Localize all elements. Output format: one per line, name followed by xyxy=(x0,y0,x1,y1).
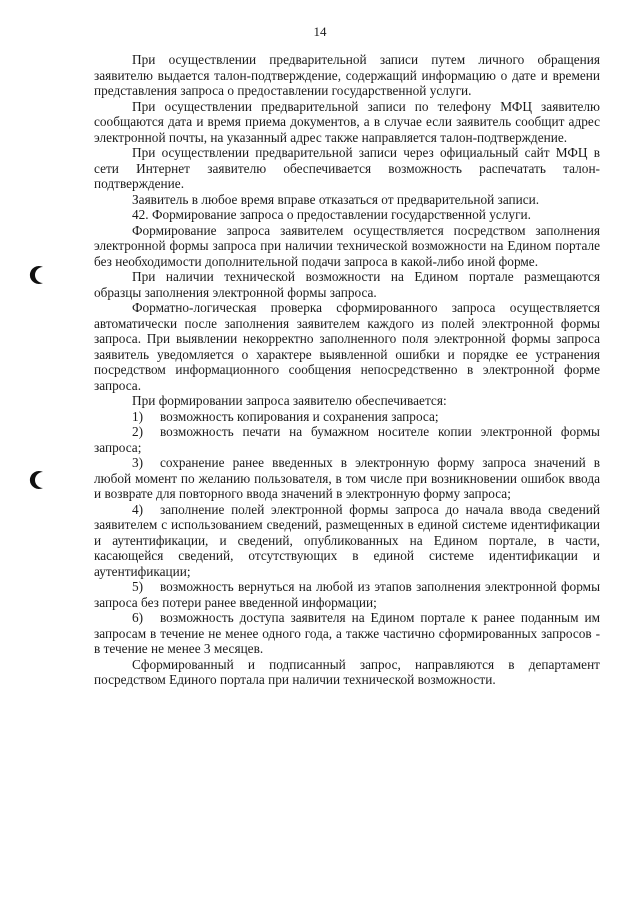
section-heading: 42. Формирование запроса о предоставлении государственной услуги. xyxy=(132,207,531,222)
list-item xyxy=(94,502,600,580)
list-item-text: возможность печати на бумажном носителе копии электронной формы запроса; xyxy=(94,424,600,455)
list-item-text: возможность доступа заявителя на Едином портале к ранее поданным им запросам в течение не менее одного года, а также частично сформированных запросов - в течение не менее 3 месяцев. xyxy=(94,610,600,656)
list-item-text: сохранение ранее введенных в электронную форму запроса значений в любой момент по желанию пользователя, в том числе при возникновении ошибок ввода и возврате для повторного ввода значений в электронную форму запроса; xyxy=(94,455,600,501)
paragraph: При осуществлении предварительной записи путем личного обращения заявителю выдается талон-подтверждение, содержащий информацию о дате и времени представления запроса о предоставлении государственной услуги. xyxy=(94,52,600,98)
list-item-text: возможность вернуться на любой из этапов заполнения электронной формы запроса без потери ранее введенной информации; xyxy=(94,579,600,610)
paragraph: При осуществлении предварительной записи по телефону МФЦ заявителю сообщаются дата и время приема документов, а в случае если заявитель сообщит адрес электронной почты, на указанный адрес также направляется талон-подтверждение. xyxy=(94,98,600,145)
binder-hole-mark-top xyxy=(28,263,52,287)
binder-hole-mark-bottom xyxy=(28,468,52,492)
list-item-number: 1) xyxy=(132,408,144,424)
paragraph: При наличии технической возможности на Едином портале размещаются образцы заполнения электронной формы запроса. xyxy=(94,269,600,300)
paragraph: Заявитель в любое время вправе отказаться от предварительной записи. xyxy=(132,191,540,207)
list-item-number: 2) xyxy=(132,424,144,439)
document-body xyxy=(94,52,600,688)
page-number: 14 xyxy=(313,24,327,39)
list-item xyxy=(94,409,600,425)
paragraph: При осуществлении предварительной записи через официальный сайт МФЦ в сети Интернет заявителю обеспечивается возможность распечатать талон-подтверждение. xyxy=(94,145,600,191)
paragraph: Форматно-логическая проверка сформированного запроса осуществляется автоматически после заполнения заявителем каждого из полей электронной формы запроса. При выявлении некорректно заполненного поля электронной формы запроса заявитель уведомляется о характере выявленной ошибки и порядке ее устранения посредством информационного сообщения непосредственно в электронной форме запроса. xyxy=(94,300,600,393)
list-item xyxy=(94,610,600,657)
closing-paragraph: Сформированный и подписанный запрос, направляются в департамент посредством Единого портала при наличии технической возможности. xyxy=(94,656,600,687)
list-item-number: 3) xyxy=(132,455,144,470)
list-item xyxy=(94,424,600,455)
list-item-number: 5) xyxy=(132,579,144,594)
list-item-number: 4) xyxy=(132,501,144,517)
list-item-text: возможность копирования и сохранения запроса; xyxy=(160,408,439,424)
list-item-text: заполнение полей электронной формы запроса до начала ввода сведений заявителем с использованием сведений, размещенных в единой системе идентификации и аутентификации, и сведений, опубликованных на Едином портале, в части, касающейся сведений, отсутствующих в единой системе идентификации и аутентификации; xyxy=(94,501,600,579)
paragraph: Формирование запроса заявителем осуществляется посредством заполнения электронной формы запроса при наличии технической возможности на Едином портале без необходимости дополнительной подачи запроса в какой-либо иной форме. xyxy=(94,222,600,269)
list-item-number: 6) xyxy=(132,610,144,625)
list-item xyxy=(94,455,600,502)
list-item xyxy=(94,579,600,610)
list-intro: При формировании запроса заявителю обеспечивается: xyxy=(132,393,447,408)
